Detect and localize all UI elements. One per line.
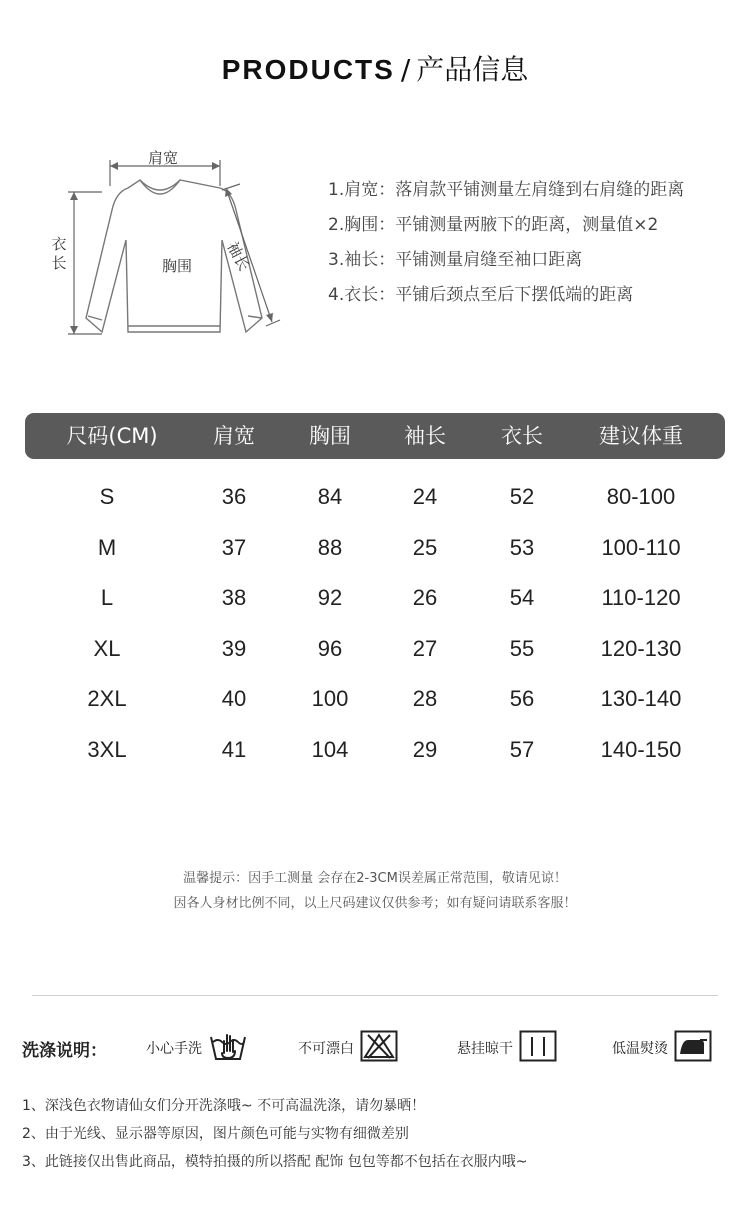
header-size: 尺码(CM) <box>66 424 158 448</box>
cell-size: XL <box>93 635 121 661</box>
care-title: 洗涤说明： <box>22 1041 107 1061</box>
cell-chest: 100 <box>311 686 349 711</box>
header-chest: 胸围 <box>309 424 351 448</box>
cell-chest: 88 <box>317 534 343 560</box>
cell-length: 52 <box>509 484 535 509</box>
note-shoulder: 1.肩宽：落肩款平铺测量左肩缝到右肩缝的距离 <box>328 180 685 200</box>
cell-length: 54 <box>509 585 535 610</box>
care-item-low-iron <box>612 1028 712 1068</box>
tip-line: 因各人身材比例不同，以上尺码建议仅供参考；如有疑问请联系客服！ <box>173 896 577 911</box>
cell-length: 53 <box>509 534 535 560</box>
hand-wash-icon <box>208 1029 248 1067</box>
care-instructions <box>22 1028 732 1068</box>
footnotes <box>22 1093 732 1177</box>
cell-chest: 92 <box>317 585 343 610</box>
title-separator: / <box>400 53 411 86</box>
table-row <box>25 573 725 624</box>
cell-shoulder: 39 <box>221 635 247 661</box>
care-item-hang-dry <box>457 1028 557 1068</box>
cell-weight: 100-110 <box>601 534 681 560</box>
cell-shoulder: 41 <box>221 736 247 762</box>
cell-size: 2XL <box>87 686 127 711</box>
header-weight: 建议体重 <box>599 424 683 448</box>
cell-size: S <box>99 484 115 509</box>
cell-sleeve: 26 <box>412 585 438 610</box>
care-label: 不可漂白 <box>298 1041 354 1057</box>
table-row <box>25 523 725 574</box>
cell-chest: 96 <box>317 635 343 661</box>
chest-label: 胸围 <box>162 257 193 275</box>
cell-size: 3XL <box>87 736 127 762</box>
title-english: PRODUCTS <box>221 54 395 85</box>
table-row <box>25 725 725 776</box>
footnote-line: 3、此链接仅出售此商品，模特拍摄的所以搭配 配饰 包包等都不包括在衣服内哦~ <box>22 1154 528 1170</box>
cell-weight: 120-130 <box>600 635 682 661</box>
shirt-outline-icon <box>40 140 300 350</box>
care-label: 低温熨烫 <box>612 1041 668 1057</box>
cell-weight: 80-100 <box>606 484 676 509</box>
page-title <box>0 48 750 88</box>
cell-weight: 110-120 <box>601 585 681 610</box>
cell-chest: 84 <box>317 484 343 509</box>
cell-shoulder: 40 <box>221 686 247 711</box>
cell-sleeve: 28 <box>412 686 438 711</box>
cell-shoulder: 38 <box>221 585 247 610</box>
section-divider <box>32 995 718 996</box>
note-sleeve: 3.袖长：平铺测量肩缝至袖口距离 <box>328 250 583 270</box>
cell-length: 55 <box>509 635 535 661</box>
cell-shoulder: 36 <box>221 484 247 509</box>
note-length: 4.衣长：平铺后颈点至后下摆低端的距离 <box>328 285 634 305</box>
cell-length: 56 <box>509 686 535 711</box>
low-iron-icon <box>674 1030 712 1066</box>
cell-chest: 104 <box>311 736 349 762</box>
cell-length: 57 <box>509 736 535 762</box>
title-chinese: 产品信息 <box>416 53 529 86</box>
cell-sleeve: 29 <box>412 736 438 762</box>
cell-sleeve: 24 <box>412 484 438 509</box>
cell-weight: 140-150 <box>600 736 682 762</box>
header-sleeve: 袖长 <box>404 424 446 448</box>
care-label: 小心手洗 <box>146 1041 202 1057</box>
tip-line: 温馨提示：因手工测量 会存在2-3CM误差属正常范围，敬请见谅！ <box>183 871 567 886</box>
care-item-hand-wash <box>146 1028 248 1068</box>
note-chest: 2.胸围：平铺测量两腋下的距离，测量值×2 <box>328 215 659 235</box>
header-shoulder: 肩宽 <box>213 424 255 448</box>
cell-sleeve: 27 <box>412 635 438 661</box>
table-row <box>25 624 725 675</box>
sleeve-length-label: 袖长 <box>223 238 254 274</box>
size-table-body <box>25 472 725 775</box>
header-length: 衣长 <box>501 424 543 448</box>
footnote-line: 2、由于光线、显示器等原因，图片颜色可能与实物有细微差别 <box>22 1126 409 1142</box>
size-table-header <box>25 413 725 459</box>
cell-shoulder: 37 <box>221 534 247 560</box>
hang-dry-icon <box>519 1030 557 1066</box>
cell-weight: 130-140 <box>600 686 682 711</box>
shoulder-width-label: 肩宽 <box>148 149 179 167</box>
measurement-tips <box>0 866 750 916</box>
cell-sleeve: 25 <box>412 534 438 560</box>
table-row <box>25 472 725 523</box>
measurement-notes <box>328 178 738 318</box>
cell-size: M <box>97 534 117 560</box>
care-item-no-bleach <box>298 1028 398 1068</box>
body-length-label: 衣长 <box>51 235 67 272</box>
cell-size: L <box>100 585 114 610</box>
no-bleach-icon <box>360 1030 398 1066</box>
table-row <box>25 674 725 725</box>
care-label: 悬挂晾干 <box>457 1041 513 1057</box>
garment-measurement-diagram <box>40 140 300 350</box>
footnote-line: 1、深浅色衣物请仙女们分开洗涤哦~ 不可高温洗涤，请勿暴晒！ <box>22 1098 426 1114</box>
